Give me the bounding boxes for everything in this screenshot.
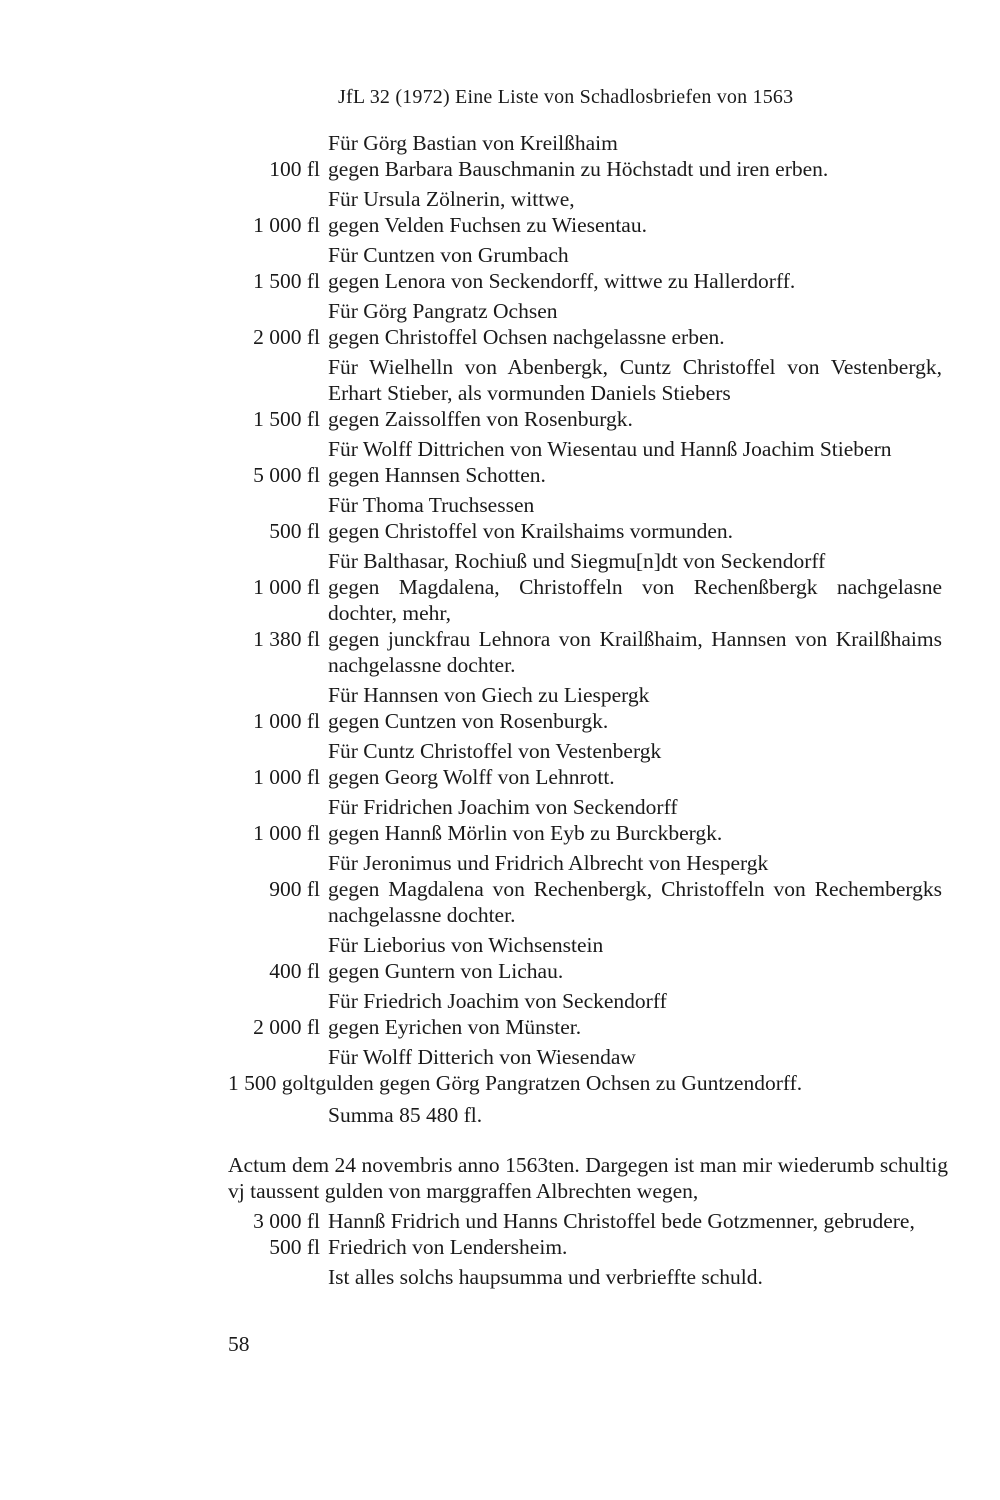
amount: 1 000 fl xyxy=(253,575,320,599)
beneficiary-line: Für Cuntz Christoffel von Vestenbergk xyxy=(328,739,662,763)
debtor-text: 1 500 goltgulden gegen Görg Pangratzen Ochsen zu Guntzendorff. xyxy=(228,1071,803,1095)
debt-line xyxy=(228,574,948,626)
debt-line xyxy=(228,212,948,238)
debt-line xyxy=(228,1014,948,1040)
entry xyxy=(228,738,948,790)
amount: 2 000 fl xyxy=(253,1015,320,1039)
debt-line xyxy=(228,958,948,984)
beneficiary-line: Für Wolff Dittrichen von Wiesentau und Hannß Joachim Stiebern xyxy=(328,437,892,461)
debt-line xyxy=(228,820,948,846)
debtor-text: gegen Velden Fuchsen zu Wiesentau. xyxy=(328,213,647,237)
debtor-text: gegen Barbara Bauschmanin zu Höchstadt und iren erben. xyxy=(328,157,829,181)
beneficiary-line: Für Thoma Truchsessen xyxy=(328,493,535,517)
debtor-text: gegen Eyrichen von Münster. xyxy=(328,1015,582,1039)
entry xyxy=(228,186,948,238)
beneficiary-line: Für Fridrichen Joachim von Seckendorff xyxy=(328,795,678,819)
beneficiary-line: Für Cuntzen von Grumbach xyxy=(328,243,569,267)
debt-line xyxy=(228,406,948,432)
beneficiary-line: Für Lieborius von Wichsenstein xyxy=(328,933,604,957)
amount: 2 000 fl xyxy=(253,325,320,349)
debt-line xyxy=(228,764,948,790)
entry xyxy=(228,242,948,294)
running-header: JfL 32 (1972) Eine Liste von Schadlosbriefen von 1563 xyxy=(338,86,794,108)
closing-line xyxy=(228,1234,948,1260)
debt-line xyxy=(228,708,948,734)
debtor-text: Hannß Fridrich und Hanns Christoffel bede Gotzmenner, gebrudere, xyxy=(328,1209,915,1233)
debtor-text: gegen Christoffel von Krailshaims vormunden. xyxy=(328,519,734,543)
debtor-text: gegen Lenora von Seckendorff, wittwe zu Hallerdorff. xyxy=(328,269,796,293)
beneficiary-line: Für Wolff Ditterich von Wiesendaw xyxy=(328,1045,636,1069)
entry xyxy=(228,548,948,678)
closing-paragraph: Actum dem 24 novembris anno 1563ten. Dargegen ist man mir wiederumb schultig vj taussent gulden von marggraffen Albrechten wegen, xyxy=(228,1153,948,1203)
closing-final-line: Ist alles solchs haupsumma und verbrieffte schuld. xyxy=(328,1265,763,1289)
amount: 900 fl xyxy=(269,877,320,901)
amount: 400 fl xyxy=(269,959,320,983)
debtor-text: gegen Cuntzen von Rosenburgk. xyxy=(328,709,609,733)
closing-section xyxy=(228,1152,948,1290)
debtor-text: gegen Georg Wolff von Lehnrott. xyxy=(328,765,615,789)
amount: 500 fl xyxy=(269,519,320,543)
debtor-text: gegen Guntern von Lichau. xyxy=(328,959,564,983)
amount: 1 000 fl xyxy=(253,765,320,789)
closing-line xyxy=(228,1208,948,1234)
entry xyxy=(228,492,948,544)
debt-line xyxy=(228,324,948,350)
debt-line xyxy=(228,876,948,928)
beneficiary-line: Für Jeronimus und Fridrich Albrecht von Hespergk xyxy=(328,851,769,875)
debtor-text: Friedrich von Lendersheim. xyxy=(328,1235,568,1259)
debtor-text: gegen junckfrau Lehnora von Krailßhaim, Hannsen von Krailßhaims nachgelassne dochter. xyxy=(328,627,942,677)
amount: 3 000 fl xyxy=(253,1209,320,1233)
beneficiary-line: Für Ursula Zölnerin, wittwe, xyxy=(328,187,575,211)
entry xyxy=(228,794,948,846)
entry xyxy=(228,436,948,488)
debtor-text: gegen Magdalena von Rechenbergk, Christoffeln von Rechembergks nachgelassne dochter. xyxy=(328,877,942,927)
beneficiary-line: Für Balthasar, Rochiuß und Siegmu[n]dt von Seckendorff xyxy=(328,549,826,573)
entry xyxy=(228,850,948,928)
beneficiary-line: Für Friedrich Joachim von Seckendorff xyxy=(328,989,667,1013)
debtor-text: gegen Magdalena, Christoffeln von Rechenßbergk nachgelasne dochter, mehr, xyxy=(328,575,942,625)
entry xyxy=(228,1044,948,1096)
entry xyxy=(228,932,948,984)
amount: 1 000 fl xyxy=(253,709,320,733)
amount: 500 fl xyxy=(269,1235,320,1259)
entry xyxy=(228,130,948,182)
debtor-text: gegen Zaissolffen von Rosenburgk. xyxy=(328,407,633,431)
entry xyxy=(228,682,948,734)
debt-line xyxy=(228,156,948,182)
entry-list xyxy=(228,130,948,1128)
amount: 1 000 fl xyxy=(253,821,320,845)
beneficiary-line: Für Wielhelln von Abenbergk, Cuntz Christoffel von Vestenbergk, Erhart Stieber, als vormunden Daniels Stiebers xyxy=(328,355,942,405)
entry xyxy=(228,354,948,432)
amount: 5 000 fl xyxy=(253,463,320,487)
debt-line xyxy=(228,462,948,488)
amount: 1 000 fl xyxy=(253,213,320,237)
debt-line xyxy=(228,518,948,544)
debtor-text: gegen Christoffel Ochsen nachgelassne erben. xyxy=(328,325,725,349)
debt-line xyxy=(228,268,948,294)
summa-total: Summa 85 480 fl. xyxy=(328,1103,483,1127)
debtor-text: gegen Hannß Mörlin von Eyb zu Burckbergk. xyxy=(328,821,723,845)
beneficiary-line: Für Hannsen von Giech zu Liespergk xyxy=(328,683,650,707)
page-number: 58 xyxy=(228,1332,250,1356)
debt-line xyxy=(228,1070,948,1096)
amount: 1 380 fl xyxy=(253,627,320,651)
entry xyxy=(228,298,948,350)
amount: 1 500 fl xyxy=(253,407,320,431)
amount: 1 500 fl xyxy=(253,269,320,293)
beneficiary-line: Für Görg Pangratz Ochsen xyxy=(328,299,558,323)
amount: 100 fl xyxy=(269,157,320,181)
debt-line xyxy=(228,626,948,678)
entry xyxy=(228,988,948,1040)
debtor-text: gegen Hannsen Schotten. xyxy=(328,463,546,487)
beneficiary-line: Für Görg Bastian von Kreilßhaim xyxy=(328,131,618,155)
